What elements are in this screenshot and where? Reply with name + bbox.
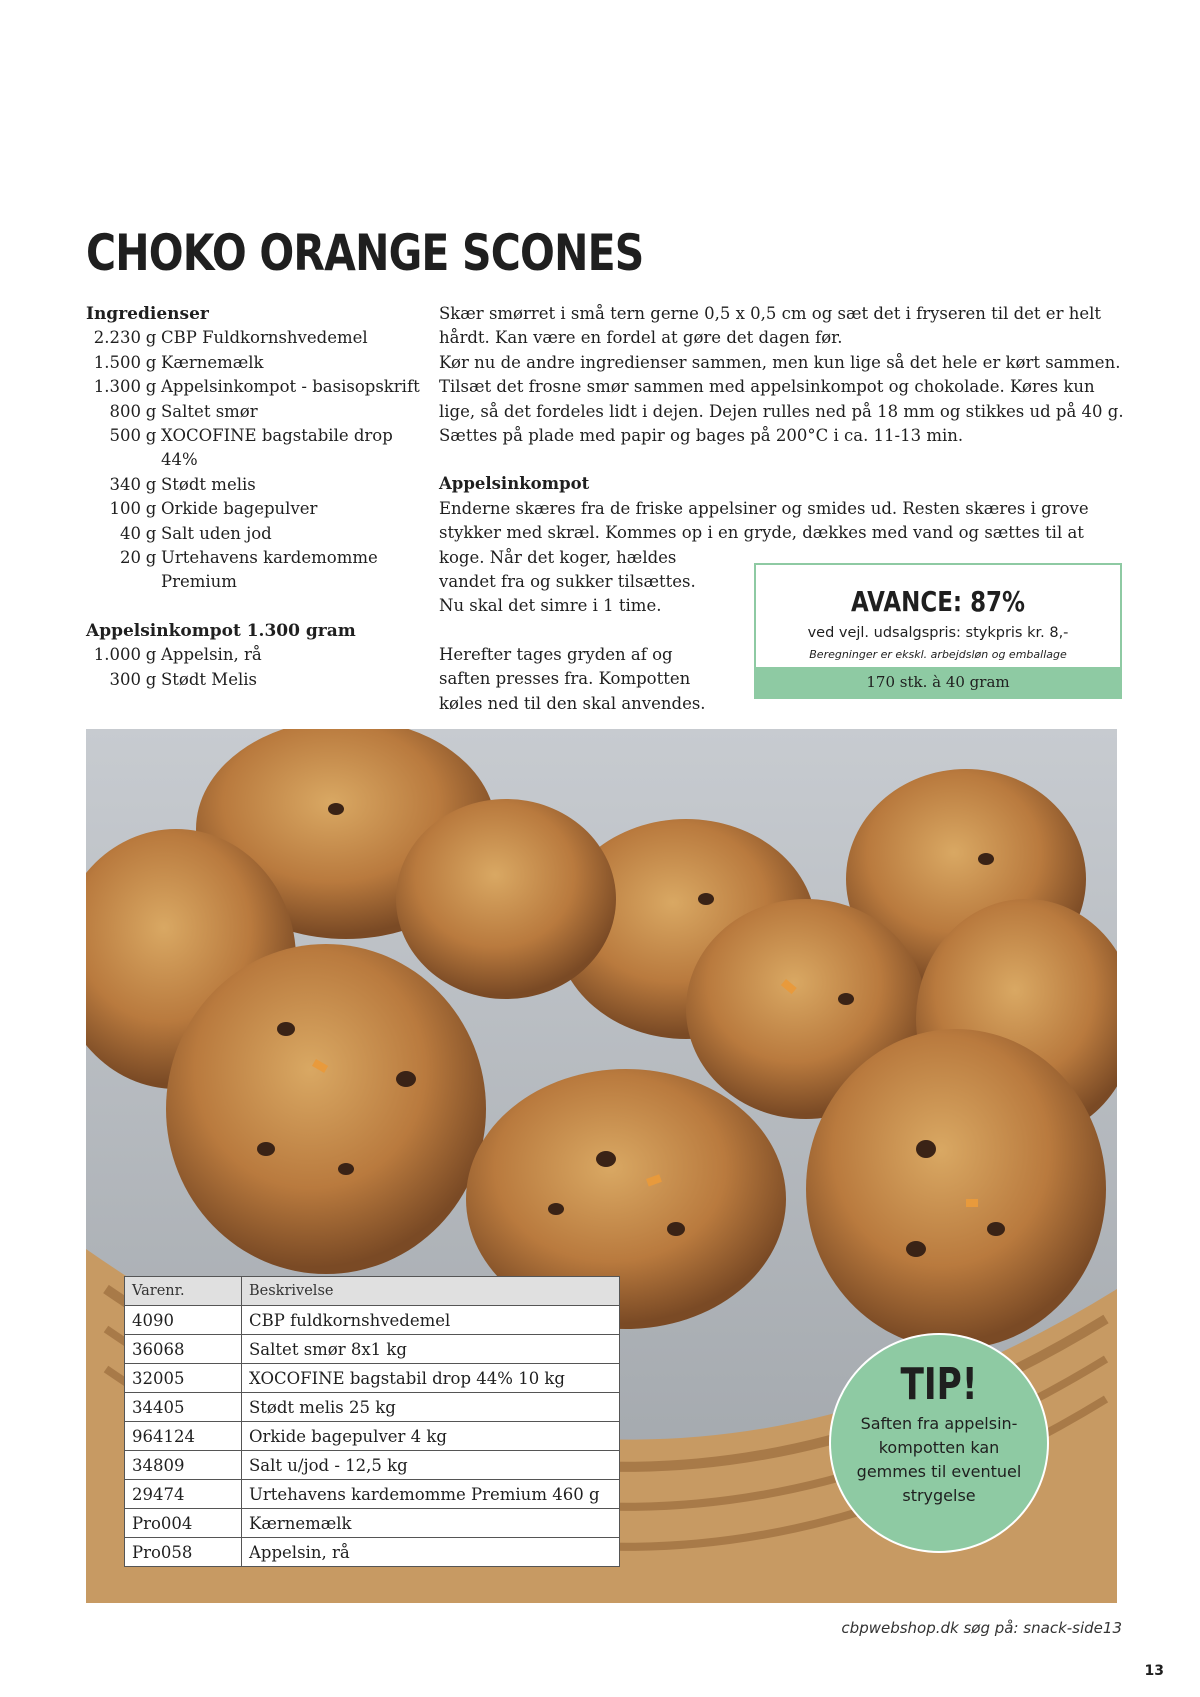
item-number-cell: 32005 [125, 1364, 242, 1393]
ingredient-name: Saltet smør [161, 401, 258, 421]
ingredient-row [86, 473, 426, 497]
description-cell: Appelsin, rå [242, 1538, 620, 1567]
ingredient-name: CBP Fuldkornshvedemel [161, 328, 368, 348]
ingredient-unit: g [145, 669, 157, 689]
method-paragraph: Skær smørret i små tern gerne 0,5 x 0,5 cm og sæt det i fryseren til det er helt hårdt. Kan være en fordel at gøre det dagen før. [439, 304, 1101, 348]
item-number-cell: 36068 [125, 1335, 242, 1364]
ingredient-qty: 1.000 [93, 645, 141, 665]
description-cell: CBP fuldkornshvedemel [242, 1306, 620, 1335]
ingredient-unit: g [145, 352, 157, 372]
table-row [125, 1364, 620, 1393]
ingredient-name: Stødt melis [161, 474, 256, 494]
ingredient-row [86, 522, 426, 546]
table-row [125, 1480, 620, 1509]
item-number-cell: 29474 [125, 1480, 242, 1509]
ingredient-unit: g [145, 328, 157, 348]
item-number-cell: 4090 [125, 1306, 242, 1335]
ingredient-row [86, 351, 426, 375]
ingredient-unit: g [145, 523, 157, 543]
products-table [124, 1276, 620, 1567]
compote-ingredients-list [86, 643, 426, 692]
avance-price: ved vejl. udsalgspris: stykpris kr. 8,- [807, 625, 1069, 641]
webshop-footer: cbpwebshop.dk søg på: snack-side13 [841, 1619, 1122, 1637]
ingredient-qty: 500 [109, 426, 141, 446]
table-row [125, 1509, 620, 1538]
description-cell: XOCOFINE bagstabil drop 44% 10 kg [242, 1364, 620, 1393]
ingredient-name: Appelsinkompot - basisopskrift [161, 377, 420, 397]
ingredient-unit: g [145, 377, 157, 397]
ingredient-name: Urtehavens kardemomme Premium [161, 548, 378, 592]
ingredient-qty: 300 [109, 669, 141, 689]
ingredient-row [86, 546, 426, 595]
description-cell: Kærnemælk [242, 1509, 620, 1538]
ingredient-name: XOCOFINE bagstabile drop 44% [161, 426, 393, 470]
avance-title: AVANCE: 87% [850, 585, 1026, 618]
ingredient-qty: 100 [109, 499, 141, 519]
ingredient-name: Kærnemælk [161, 352, 264, 372]
ingredient-row [86, 668, 426, 692]
description-cell: Salt u/jod - 12,5 kg [242, 1451, 620, 1480]
table-header-row [125, 1277, 620, 1306]
ingredient-name: Salt uden jod [161, 523, 272, 543]
avance-note: Beregninger er ekskl. arbejdsløn og emballage [809, 648, 1067, 661]
ingredient-unit: g [145, 645, 157, 665]
ingredient-qty: 20 [120, 548, 141, 568]
method-paragraph: Enderne skæres fra de friske appelsiner og smides ud. Resten skæres i grove stykker med skræl. Kommes op i en gryde, dækkes med vand og sættes til at koge. Når det koger, hældes [439, 498, 1089, 567]
ingredient-unit: g [145, 474, 157, 494]
ingredient-unit: g [145, 499, 157, 519]
page-number: 13 [1144, 1663, 1164, 1679]
description-cell: Stødt melis 25 kg [242, 1393, 620, 1422]
ingredients-list [86, 326, 426, 594]
ingredient-name: Stødt Melis [161, 669, 257, 689]
compote-heading: Appelsinkompot 1.300 gram [86, 620, 356, 641]
item-number-cell: 964124 [125, 1422, 242, 1451]
table-row [125, 1335, 620, 1364]
column-header-description: Beskrivelse [242, 1277, 620, 1306]
table-row [125, 1451, 620, 1480]
table-row [125, 1538, 620, 1567]
ingredient-name: Appelsin, rå [161, 645, 262, 665]
ingredient-qty: 340 [109, 474, 141, 494]
ingredient-row [86, 643, 426, 667]
ingredient-qty: 1.300 [93, 377, 141, 397]
method-paragraph: Sættes på plade med papir og bages på 200°C i ca. 11-13 min. [439, 426, 964, 446]
page-title: CHOKO ORANGE SCONES [86, 224, 644, 282]
item-number-cell: Pro004 [125, 1509, 242, 1538]
column-header-item-number: Varenr. [125, 1277, 242, 1306]
ingredient-unit: g [145, 548, 157, 568]
ingredient-unit: g [145, 401, 157, 421]
method-paragraph: Kør nu de andre ingredienser sammen, men kun lige så det hele er kørt sammen. Tilsæt det frosne smør sammen med appelsinkompot og chokolade. Køres kun lige, så det fordeles lidt i dejen. Dejen rulles ned på 18 mm og stikkes ud på 40 g. [439, 352, 1124, 421]
description-cell: Urtehavens kardemomme Premium 460 g [242, 1480, 620, 1509]
description-cell: Saltet smør 8x1 kg [242, 1335, 620, 1364]
compote-method-heading: Appelsinkompot [439, 474, 590, 494]
ingredient-name: Orkide bagepulver [161, 499, 318, 519]
ingredients-column [86, 302, 426, 692]
tip-badge [834, 1338, 1044, 1548]
ingredient-qty: 1.500 [93, 352, 141, 372]
item-number-cell: 34405 [125, 1393, 242, 1422]
table-row [125, 1393, 620, 1422]
table-row [125, 1306, 620, 1335]
ingredient-qty: 2.230 [93, 328, 141, 348]
avance-box [754, 563, 1122, 699]
avance-yield: 170 stk. à 40 gram [756, 667, 1120, 697]
ingredients-heading: Ingredienser [86, 304, 209, 324]
ingredient-row [86, 424, 426, 473]
ingredient-qty: 40 [120, 523, 141, 543]
ingredient-row [86, 375, 426, 399]
ingredient-row [86, 400, 426, 424]
item-number-cell: Pro058 [125, 1538, 242, 1567]
ingredient-unit: g [145, 426, 157, 446]
tip-text: Saften fra appelsin-kompotten kan gemmes til eventuel strygelse [856, 1414, 1022, 1505]
ingredient-row [86, 497, 426, 521]
method-paragraph: Herefter tages gryden af og saften presses fra. Kompotten køles ned til den skal anvendes. [439, 644, 706, 713]
description-cell: Orkide bagepulver 4 kg [242, 1422, 620, 1451]
ingredient-row [86, 326, 426, 350]
tip-title: TIP! [900, 1359, 978, 1410]
ingredient-qty: 800 [109, 401, 141, 421]
method-paragraph: vandet fra og sukker tilsættes. Nu skal det simre i 1 time. [439, 572, 696, 616]
item-number-cell: 34809 [125, 1451, 242, 1480]
table-row [125, 1422, 620, 1451]
